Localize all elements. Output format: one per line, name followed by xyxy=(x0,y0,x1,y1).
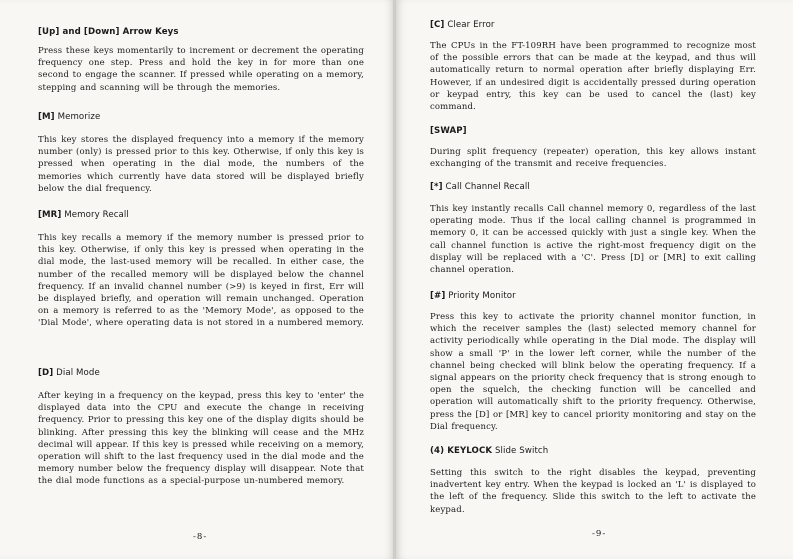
heading-memorize-key: [M] xyxy=(38,112,55,122)
heading-memory-recall-label: Memory Recall xyxy=(64,210,129,220)
left-page xyxy=(0,0,394,559)
body-priority-monitor: Press this key to activate the priority channel monitor function, in which the receiver samples the (last) selected memory channel for activity periodically while operating in the Dial mode. The display will show a small 'P' in the lower left corner, while the number of the channel being checked will blink below the operating frequency. If a signal appears on the priority check frequency that is strong enough to open the squelch, the checking function will be cancelled and operation will automatically shift to the priority frequency. Otherwise, press the [D] or [MR] key to cancel priority monitoring and stay on the Dial frequency. xyxy=(430,312,756,432)
heading-priority-monitor xyxy=(430,291,516,301)
body-clear-error: The CPUs in the FT-109RH have been programmed to recognize most of the possible errors that can be made at the keypad, and thus will automatically return to normal operation after briefly displaying Err. However, if an undesired digit is accidentally pressed during operation or keypad entry, this key can be used to cancel the (last) key command. xyxy=(430,41,756,113)
heading-priority-monitor-label: Priority Monitor xyxy=(448,291,516,301)
heading-priority-monitor-key: [#] xyxy=(430,291,446,301)
page-number-left: -8- xyxy=(193,532,208,542)
heading-swap-key: [SWAP] xyxy=(430,126,467,136)
heading-memorize-label: Memorize xyxy=(57,112,101,122)
heading-dial-mode xyxy=(38,368,100,378)
heading-memory-recall-key: [MR] xyxy=(38,210,62,220)
heading-keylock-label: Slide Switch xyxy=(494,446,549,456)
heading-clear-error-key: [C] xyxy=(430,20,445,30)
body-memory-recall: This key recalls a memory if the memory number is pressed prior to this key. Otherwise, if only this key is pressed when operating in the dial mode, the last-used memory will be recalled. In either case, the number of the recalled memory will be displayed below the channel frequency. If an invalid channel number (>9) is keyed in first, Err will be displayed briefly, and operation will remain unchanged. Operation on a memory is referred to as the 'Memory Mode', as opposed to the 'Dial Mode', where operating data is not stored in a numbered memory. xyxy=(38,233,364,329)
heading-dial-mode-key: [D] xyxy=(38,368,54,378)
body-swap: During split frequency (repeater) operation, this key allows instant exchanging of the transmit and receive frequencies. xyxy=(430,147,756,170)
heading-arrow-keys-text: [Up] and [Down] Arrow Keys xyxy=(38,27,179,37)
heading-call-channel-key: [*] xyxy=(430,182,443,192)
heading-call-channel-label: Call Channel Recall xyxy=(445,182,530,192)
heading-keylock-key: (4) KEYLOCK xyxy=(430,446,493,456)
heading-swap xyxy=(430,126,467,136)
right-page xyxy=(396,0,793,559)
body-dial-mode: After keying in a frequency on the keypad, press this key to 'enter' the displayed data into the CPU and execute the change in receiving frequency. Prior to pressing this key one of the display digits should be blinking. After pressing this key the blinking will cease and the MHz decimal will appear. If this key is pressed while receiving on a memory, operation will shift to the last frequency used in the dial mode and the memory number below the frequency display will disappear. Note that the dial mode functions as a special-purpose un-numbered memory. xyxy=(38,391,364,487)
heading-call-channel xyxy=(430,182,530,192)
heading-clear-error-label: Clear Error xyxy=(447,20,495,30)
body-call-channel: This key instantly recalls Call channel memory 0, regardless of the last operating mode. Thus if the local calling channel is programmed in memory 0, it can be accessed quickly with just a single key. When the call channel function is active the right-most frequency digit on the display will be replaced with a 'C'. Press [D] or [MR] to exit calling channel operation. xyxy=(430,204,756,276)
heading-memory-recall xyxy=(38,210,129,220)
heading-keylock xyxy=(430,446,548,456)
body-arrow-keys: Press these keys momentarily to increment or decrement the operating frequency one step. Press and hold the key in for more than one second to engage the scanner. If pressed while operating on a memory, stepping and scanning will be through the memories. xyxy=(38,46,364,93)
page-number-right: -9- xyxy=(592,529,607,539)
heading-arrow-keys xyxy=(38,27,179,37)
heading-dial-mode-label: Dial Mode xyxy=(56,368,100,378)
body-keylock: Setting this switch to the right disables the keypad, preventing inadvertent key entry. When the keypad is locked an 'L' is displayed to the left of the frequency. Slide this switch to the left to activate the keypad. xyxy=(430,468,756,515)
heading-memorize xyxy=(38,112,100,122)
body-memorize: This key stores the displayed frequency into a memory if the memory number (only) is pressed prior to this key. Otherwise, if only this key is pressed when operating in the dial mode, the numbers of the memories which currently have data stored will be displayed briefly below the dial frequency. xyxy=(38,135,364,194)
heading-clear-error xyxy=(430,20,495,30)
